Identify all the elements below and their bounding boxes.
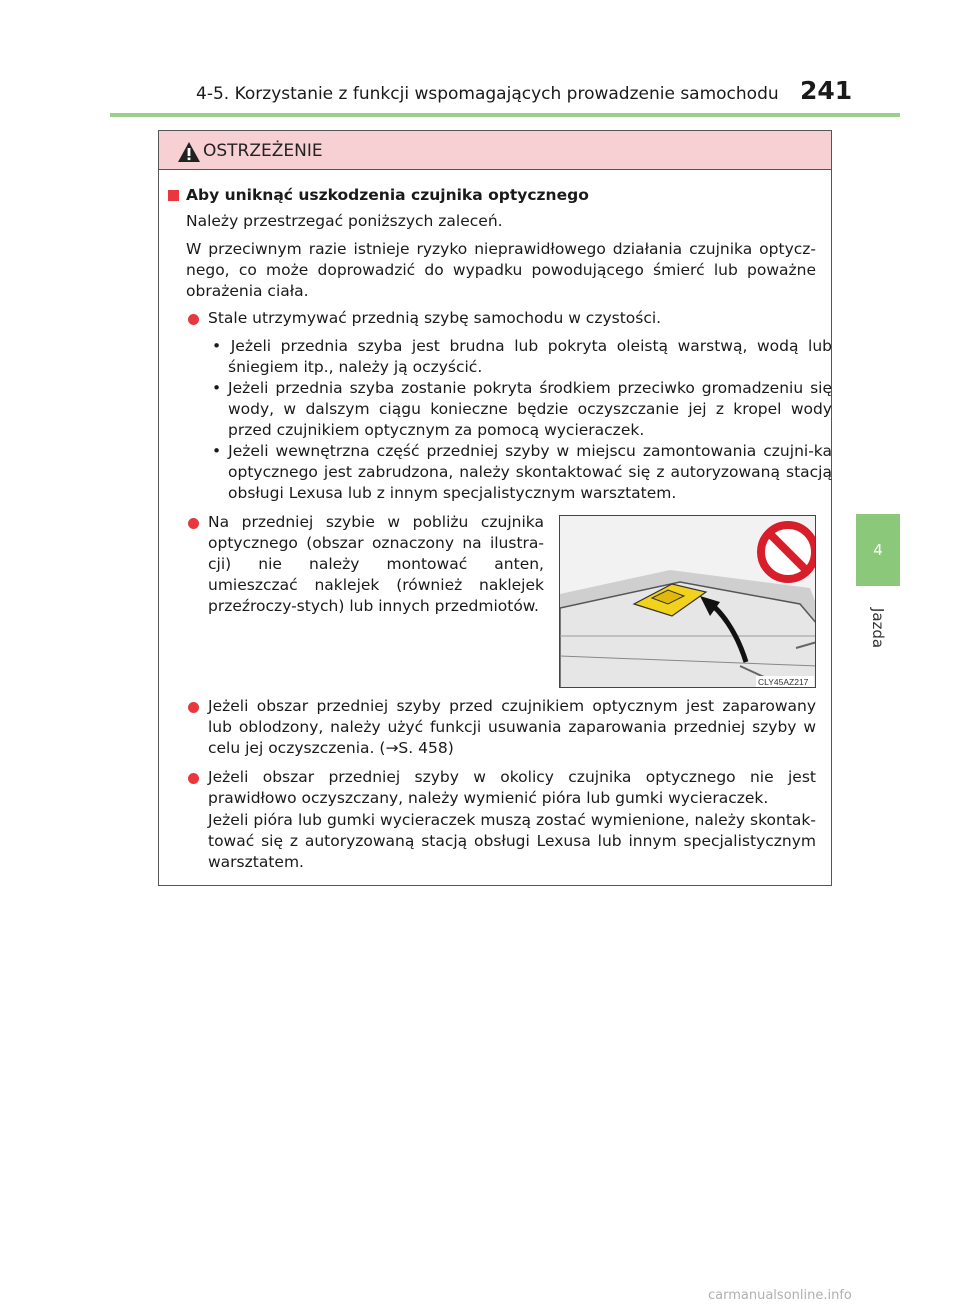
warning-header [159,131,831,170]
sensor-area-illustration [559,515,816,688]
sub-item-inner-glass: • Jeżeli wewnętrzna część przedniej szyby w miejscu zamontowania czujni-ka optycznego jest zabrudzona, należy skontaktować się z autoryzowaną stacją obsługi Lexusa lub z innym specjalistycznym warsztatem. [212,442,832,502]
chapter-tab[interactable]: 4 [856,514,900,586]
illustration-code: CLY45AZ217 [758,677,809,687]
header-rule [110,113,900,117]
item-no-stickers: Na przedniej szybie w pobliżu czujnika optycznego (obszar oznaczony na ilustra-cji) nie należy montować anten, umieszczać naklejek (również naklejek przeźroczy-stych) lub innych przedmiotów. [208,513,544,615]
item-wipers: Jeżeli obszar przedniej szyby w okolicy czujnika optycznego nie jest prawidłowo oczyszczany, należy wymienić pióra lub gumki wycieraczek. [208,768,816,807]
sub-item-dirty: • Jeżeli przednia szyba jest brudna lub pokryta oleistą warstwą, wodą lub śniegiem itp., należy ją oczyścić. [212,337,832,376]
watermark: carmanualsonline.info [708,1288,852,1303]
risk-text: W przeciwnym razie istnieje ryzyko nieprawidłowego działania czujnika optycz-nego, co może doprowadzić do wypadku powodującego śmierć lub poważne obrażenia ciała. [186,240,816,300]
warning-title: OSTRZEŻENIE [203,141,323,161]
page-number: 241 [800,76,853,105]
section-heading: Aby uniknąć uszkodzenia czujnika optycznego [186,186,589,204]
header-title: 4-5. Korzystanie z funkcji wspomagających prowadzenie samochodu [196,84,779,104]
bullet-dot-icon [188,314,199,325]
item-wipers-contact: Jeżeli pióra lub gumki wycieraczek muszą zostać wymienione, należy skontak-tować się z autoryzowaną stacją obsługi Lexusa lub innym specjalistycznym warsztatem. [208,811,816,871]
bullet-dot-icon [188,518,199,529]
section-bullet-icon [168,190,179,201]
chapter-label [850,598,906,658]
chapter-label-text: Jazda [868,607,887,649]
item-fog-ice: Jeżeli obszar przedniej szyby przed czujnikiem optycznym jest zaparowany lub oblodzony, należy użyć funkcji usuwania zaparowania przedniej szyby w celu jej oczyszczenia. (→S. 458) [208,697,816,757]
windshield-illustration [560,516,816,688]
item-keep-clean: Stale utrzymywać przednią szybę samochodu w czystości. [208,309,662,327]
intro-text: Należy przestrzegać poniższych zaleceń. [186,212,503,230]
bullet-dot-icon [188,702,199,713]
bullet-dot-icon [188,773,199,784]
warning-triangle-icon [177,141,201,163]
sub-item-water-repellent: • Jeżeli przednia szyba zostanie pokryta środkiem przeciwko gromadzeniu się wody, w dalszym ciągu konieczne będzie oczyszczanie jej z kropel wody przed czujnikiem optycznym za pomocą wycieraczek. [212,379,832,439]
